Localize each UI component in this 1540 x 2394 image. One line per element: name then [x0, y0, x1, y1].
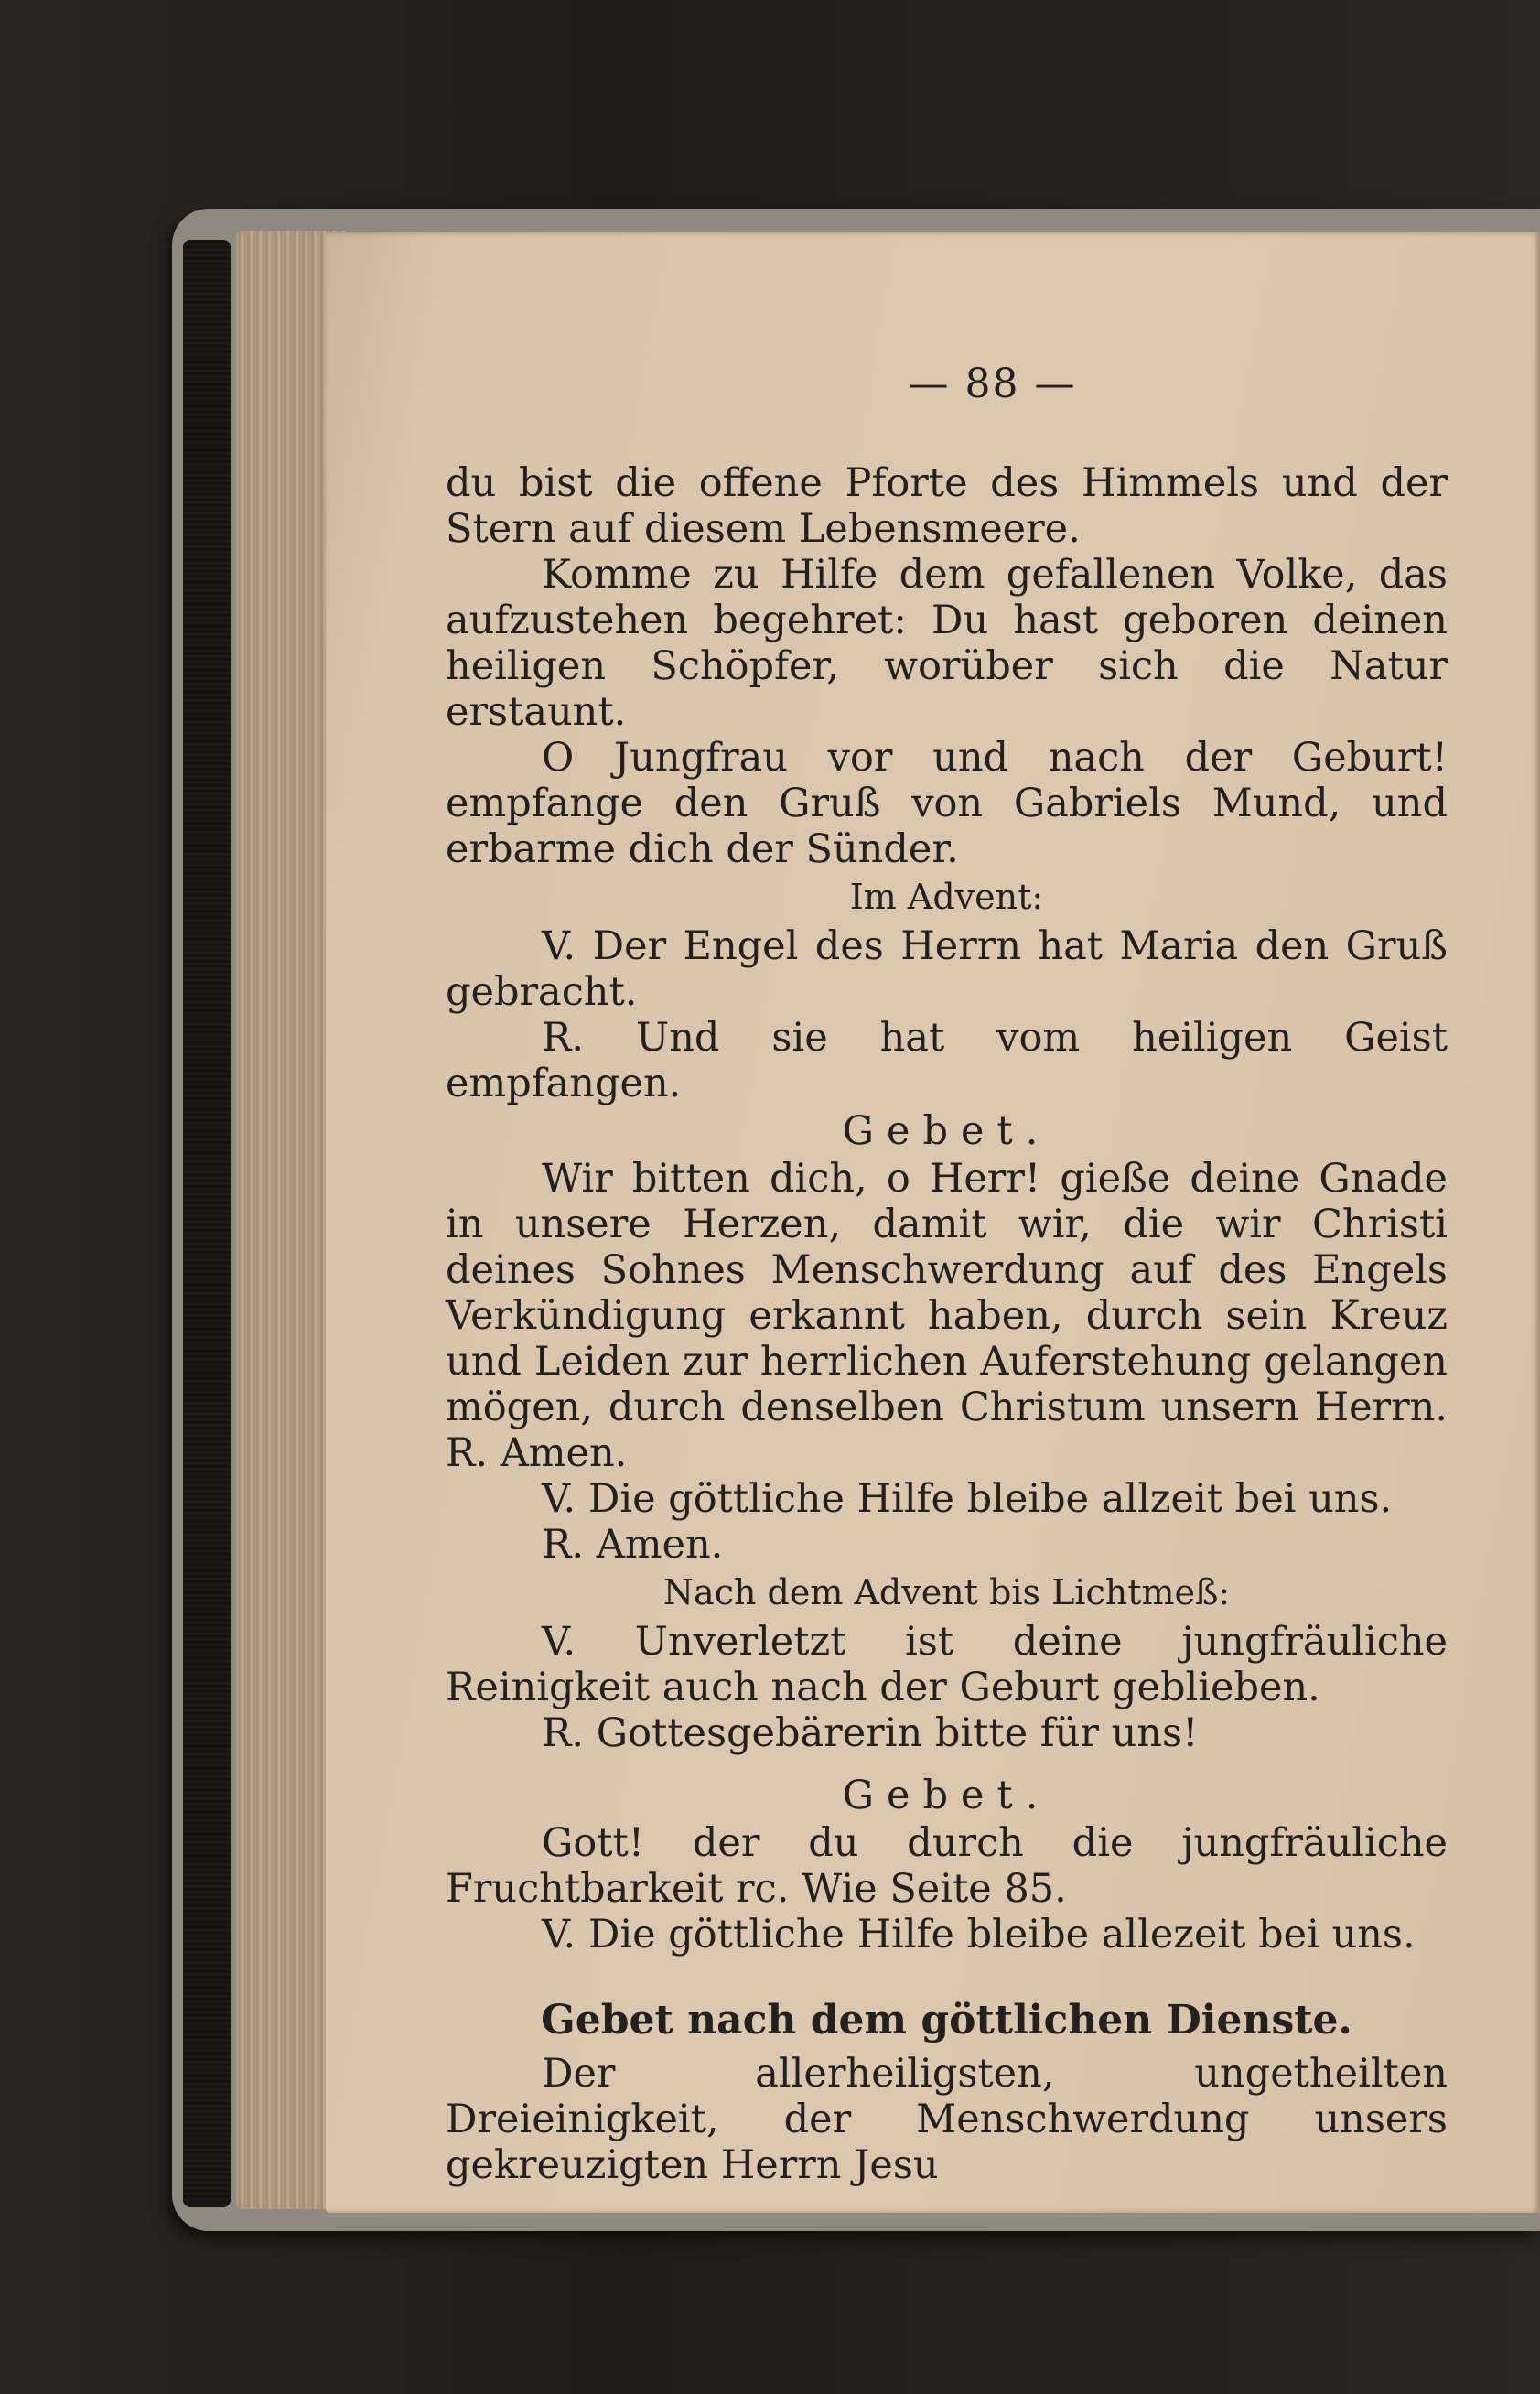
versicle: V. Der Engel des Herrn hat Maria den Gruß gebracht.	[446, 923, 1448, 1015]
response: R. Und sie hat vom heiligen Geist empfangen.	[446, 1015, 1448, 1106]
book-spine	[183, 240, 231, 2207]
versicle: V. Die göttliche Hilfe bleibe allzeit bei uns.	[542, 1476, 1393, 1522]
paragraph: Wir bitten dich, o Herr! gieße deine Gnade in unsere Herzen, damit wir, die wir Christi deines Sohnes Menschwerdung auf des Engels Verkündigung erkannt haben, durch sein Kreuz und Leiden zur herrlichen Auferstehung gelangen mögen, durch denselben Christum unsern Herrn. R. Amen.	[446, 1156, 1448, 1476]
versicle: V. Unverletzt ist deine jungfräuliche Reinigkeit auch nach der Geburt geblieben.	[446, 1619, 1448, 1710]
response: R. Gottesgebärerin bitte für uns!	[542, 1710, 1199, 1756]
section-heading-lichtmess: Nach dem Advent bis Lichtmeß:	[662, 1572, 1231, 1612]
paragraph: Komme zu Hilfe dem gefallenen Volke, das aufzustehen begehret: Du hast geboren deinen heiligen Schöpfer, worüber sich die Natur erstaunt.	[446, 552, 1448, 735]
paragraph: O Jungfrau vor und nach der Geburt! empfange den Gruß von Gabriels Mund, und erbarme dich der Sünder.	[446, 735, 1448, 872]
heading-gebet: Gebet.	[842, 1108, 1051, 1154]
versicle: V. Die göttliche Hilfe bleibe allezeit bei uns.	[542, 1912, 1416, 1957]
paragraph: Der allerheiligsten, ungetheilten Dreieinigkeit, der Menschwerdung unsers gekreuzigten Herrn Jesu	[446, 2051, 1448, 2188]
section-heading-advent: Im Advent:	[849, 877, 1044, 917]
paragraph: Gott! der du durch die jungfräuliche Fruchtbarkeit rc. Wie Seite 85.	[446, 1820, 1448, 1912]
heading-gebet-nach-dienste: Gebet nach dem göttlichen Dienste.	[541, 1997, 1352, 2044]
page-number: — 88 —	[908, 361, 1077, 407]
page-text	[446, 361, 1448, 2188]
paragraph: du bist die offene Pforte des Himmels und der Stern auf diesem Lebensmeere.	[446, 460, 1448, 552]
heading-gebet: Gebet.	[842, 1773, 1051, 1818]
response: R. Amen.	[542, 1522, 724, 1568]
